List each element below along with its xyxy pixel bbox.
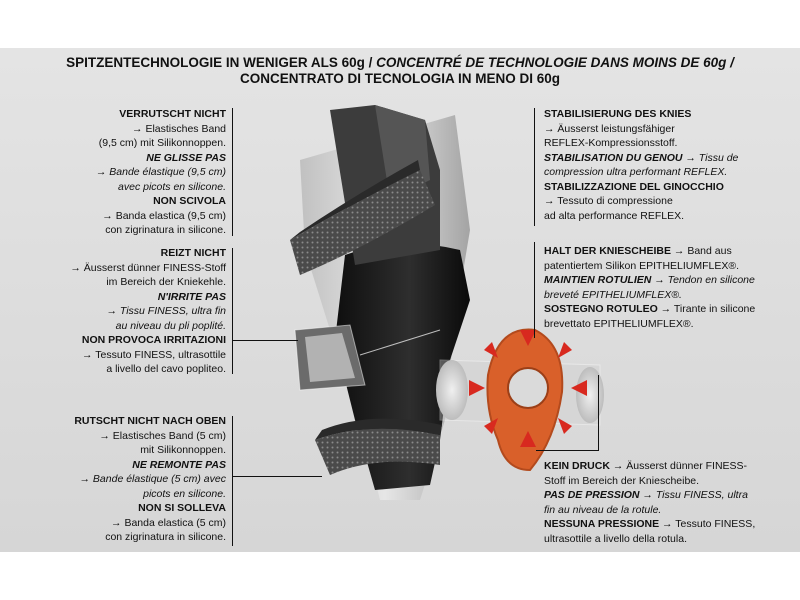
kneecap-de-text-2: patentiertem Silikon EPITHELIUMFLEX®. (544, 259, 740, 272)
pressure-fr-text-2: fin au niveau de la rotule. (544, 503, 662, 516)
kneecap-it-text-1: → Tirante in silicone (657, 303, 756, 315)
stabilization-it-heading: STABILIZZAZIONE DEL GINOCCHIO (544, 180, 724, 193)
no-irritation-it-text-2: a livello del cavo popliteo. (106, 363, 226, 375)
no-slip-fr-heading: NE GLISSE PAS (146, 151, 226, 164)
stabilization-fr-heading: STABILISATION DU GENOU (544, 151, 683, 164)
no-ride-up-fr-heading: NE REMONTE PAS (132, 458, 226, 471)
headline-fr: CONCENTRÉ DE TECHNOLOGIE DANS MOINS DE 60g / (376, 55, 734, 70)
no-ride-up-fr-text-2: picots en silicone. (143, 487, 226, 500)
pressure-fr-heading: PAS DE PRESSION (544, 489, 640, 501)
kneecap-fr-text-1: → Tendon en silicone (651, 274, 755, 286)
connector-stabilize-vertical (534, 108, 535, 226)
kneecap-de-text-1: → Band aus (670, 245, 732, 257)
no-irritation-fr-text-2: au niveau du pli poplité. (115, 319, 226, 332)
headline-de: SPITZENTECHNOLOGIE IN WENIGER ALS 60g / (66, 55, 373, 70)
pressure-de-text-1: → Äusserst dünner FINESS- (609, 460, 748, 472)
kneecap-fr-text-2: breveté EPITHELIUMFLEX®. (544, 288, 682, 301)
connector-kneecap-vertical (534, 242, 535, 338)
kneecap-it-heading: SOSTEGNO ROTULEO (544, 303, 658, 315)
pressure-it-heading: NESSUNA PRESSIONE (544, 518, 660, 530)
no-slip-de-text-1: → Elastisches Band (132, 122, 226, 135)
pressure-fr-text-1: → Tissu FINESS, ultra (639, 489, 748, 501)
no-ride-up-it-heading: NON SI SOLLEVA (138, 502, 226, 514)
no-irritation-it-text-1: → Tessuto FINESS, ultrasottile (82, 348, 226, 361)
no-irritation-fr-text-1: → Tissu FINESS, ultra fin (106, 305, 226, 317)
feature-knee-stabilization (544, 107, 774, 223)
stabilization-de-heading: STABILISIERUNG DES KNIES (544, 108, 692, 120)
no-slip-de-text-2: (9,5 cm) mit Silikonnoppen. (98, 137, 226, 149)
stabilization-de-text-1: → Äusserst leistungsfähiger (544, 122, 675, 135)
kneecap-fr-heading: MAINTIEN ROTULIEN (544, 274, 652, 286)
no-ride-up-de-text-2: mit Silikonnoppen. (140, 444, 226, 456)
no-irritation-de-heading: REIZT NICHT (160, 247, 226, 259)
kneecap-de-heading: HALT DER KNIESCHEIBE (544, 245, 671, 257)
stabilization-it-text-2: ad alta performance REFLEX. (544, 209, 685, 222)
no-slip-it-text-2: con zigrinatura in silicone. (105, 224, 226, 236)
no-irritation-it-heading: NON PROVOCA IRRITAZIONI (81, 334, 226, 346)
feature-no-slip (30, 107, 226, 238)
no-slip-de-heading: VERRUTSCHT NICHT (119, 108, 226, 120)
connector-upward-vertical (232, 416, 233, 546)
no-irritation-de-text-1: → Äusserst dünner FINESS-Stoff (70, 261, 226, 274)
no-slip-fr-text-1: → Bande élastique (9,5 cm) (95, 166, 226, 178)
headline-it: CONCENTRATO DI TECNOLOGIA IN MENO DI 60g (239, 71, 560, 86)
stabilization-de-text-2: REFLEX-Kompressionsstoff. (544, 137, 678, 149)
pressure-it-text-1: → Tessuto FINESS, (659, 518, 756, 530)
no-irritation-fr-heading: N'IRRITE PAS (157, 290, 226, 303)
pressure-it-text-2: ultrasottile a livello della rotula. (544, 532, 687, 545)
stabilization-it-text-1: → Tessuto di compressione (544, 195, 673, 207)
no-ride-up-it-text-2: con zigrinatura in silicone. (105, 531, 226, 543)
pressure-de-text-2: Stoff im Bereich der Kniescheibe. (544, 474, 700, 487)
no-ride-up-de-text-1: → Elastisches Band (5 cm) (99, 429, 226, 442)
connector-pressure-vertical (598, 375, 599, 450)
connector-irritate-horizontal (232, 340, 298, 341)
silicone-kneecap-ring (487, 330, 562, 470)
no-ride-up-it-text-1: → Banda elastica (5 cm) (111, 516, 226, 529)
no-ride-up-de-heading: RUTSCHT NICHT NACH OBEN (74, 415, 226, 427)
stabilization-fr-text-1: → Tissu de (682, 151, 739, 164)
feature-no-pressure (544, 459, 779, 546)
no-ride-up-fr-text-1: → Bande élastique (5 cm) avec (79, 473, 226, 485)
feature-no-irritation (30, 246, 226, 377)
connector-pressure-horizontal (536, 450, 599, 451)
feature-kneecap-support (544, 244, 779, 331)
no-slip-it-text-1: → Banda elastica (9,5 cm) (102, 209, 226, 222)
stabilization-fr-text-2: compression ultra performant REFLEX. (544, 166, 728, 178)
connector-slip-vertical (232, 108, 233, 236)
kneecap-it-text-2: brevettato EPITHELIUMFLEX®. (544, 317, 694, 330)
no-irritation-de-text-2: im Bereich der Kniekehle. (106, 276, 226, 288)
no-slip-it-heading: NON SCIVOLA (153, 195, 226, 207)
pressure-de-heading: KEIN DRUCK (544, 460, 610, 472)
connector-irritate-vertical (232, 248, 233, 374)
feature-no-ride-up (30, 414, 226, 545)
connector-upward-horizontal (232, 476, 322, 477)
no-slip-fr-text-2: avec picots en silicone. (118, 180, 226, 193)
